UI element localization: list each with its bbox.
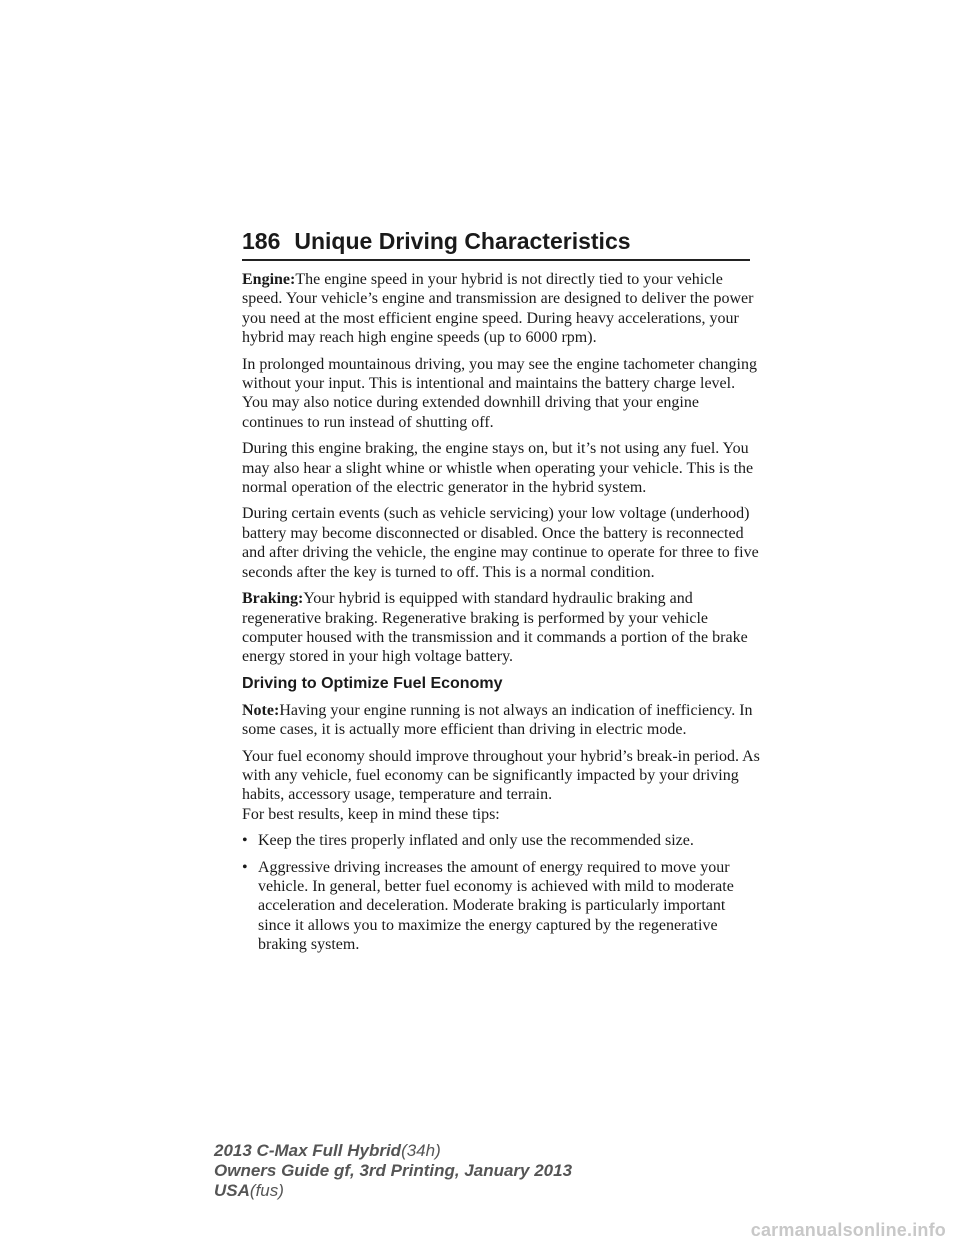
footer-region-code: (fus) [249,1181,284,1200]
engine-lead: Engine: [242,271,296,288]
fuel-economy-paragraph [242,747,762,825]
engine-text: The engine speed in your hybrid is not directly tied to your vehicle speed. Your vehicle’s engine and transmission are designed to deliver the power you need at the most efficient engine speed. During heavy accelerations, your hybrid may reach high engine speeds (up to 6000 rpm). [242,271,754,347]
footer-line-model [214,1141,572,1161]
page-number: 186 [242,228,281,254]
battery-paragraph: During certain events (such as vehicle servicing) your low voltage (underhood) battery may become disconnected or disabled. Once the battery is reconnected and after driving the vehicle, the engine may continue to operate for three to five seconds after the key is turned to off. This is a normal condition. [242,505,759,581]
footer-model-code: (34h) [401,1141,441,1160]
footer-line-region [214,1181,572,1201]
bullet-icon: • [242,832,248,850]
braking-lead: Braking: [242,590,304,608]
section-heading: Driving to Optimize Fuel Economy [242,674,503,692]
fuel-economy-text: Your fuel economy should improve throughout your hybrid’s break-in period. As with any vehicle, fuel economy can be significantly impacted by your driving habits, accessory usage, temperature and terrain. [242,747,760,804]
page-header [242,228,750,261]
footer-printing: Owners Guide gf, 3rd Printing, January 2013 [214,1161,573,1180]
list-item [242,858,762,955]
bullet-icon: • [242,858,248,876]
tips-list [242,831,762,954]
chapter-title: Unique Driving Characteristics [294,228,631,254]
tips-intro: For best results, keep in mind these tips: [242,805,500,823]
site-watermark: carmanualsonline.info [750,1220,946,1240]
list-item-text: Keep the tires properly inflated and only use the recommended size. [258,832,694,850]
braking-paragraph [242,589,762,667]
engine-braking-paragraph: During this engine braking, the engine stays on, but it’s not using any fuel. You may also hear a slight whine or whistle when operating your vehicle. This is the normal operation of the electric generator in the hybrid system. [242,440,754,497]
body-text [242,270,762,962]
mountain-driving-paragraph: In prolonged mountainous driving, you may see the engine tachometer changing without your input. This is intentional and maintains the battery charge level. You may also notice during extended downhill driving that your engine continues to run instead of shutting off. [242,355,757,431]
document-footer [214,1141,572,1201]
engine-paragraph [242,270,762,348]
list-item [242,831,762,850]
list-item-text: Aggressive driving increases the amount of energy required to move your vehicle. In general, better fuel economy is achieved with mild to moderate acceleration and deceleration. Moderate braking is particularly important since it allows you to maximize the energy captured by the regenerative braking system. [258,858,734,954]
note-paragraph [242,701,762,740]
footer-model: 2013 C-Max Full Hybrid [214,1141,402,1160]
note-text: Having your engine running is not always an indication of inefficiency. In some cases, it is actually more efficient than driving in electric mode. [242,701,753,739]
note-lead: Note: [242,701,280,719]
footer-region: USA [214,1181,250,1200]
braking-text: Your hybrid is equipped with standard hydraulic braking and regenerative braking. Regenerative braking is performed by your vehicle computer housed with the transmission and it commands a portion of the brake energy stored in your high voltage battery. [242,590,748,666]
